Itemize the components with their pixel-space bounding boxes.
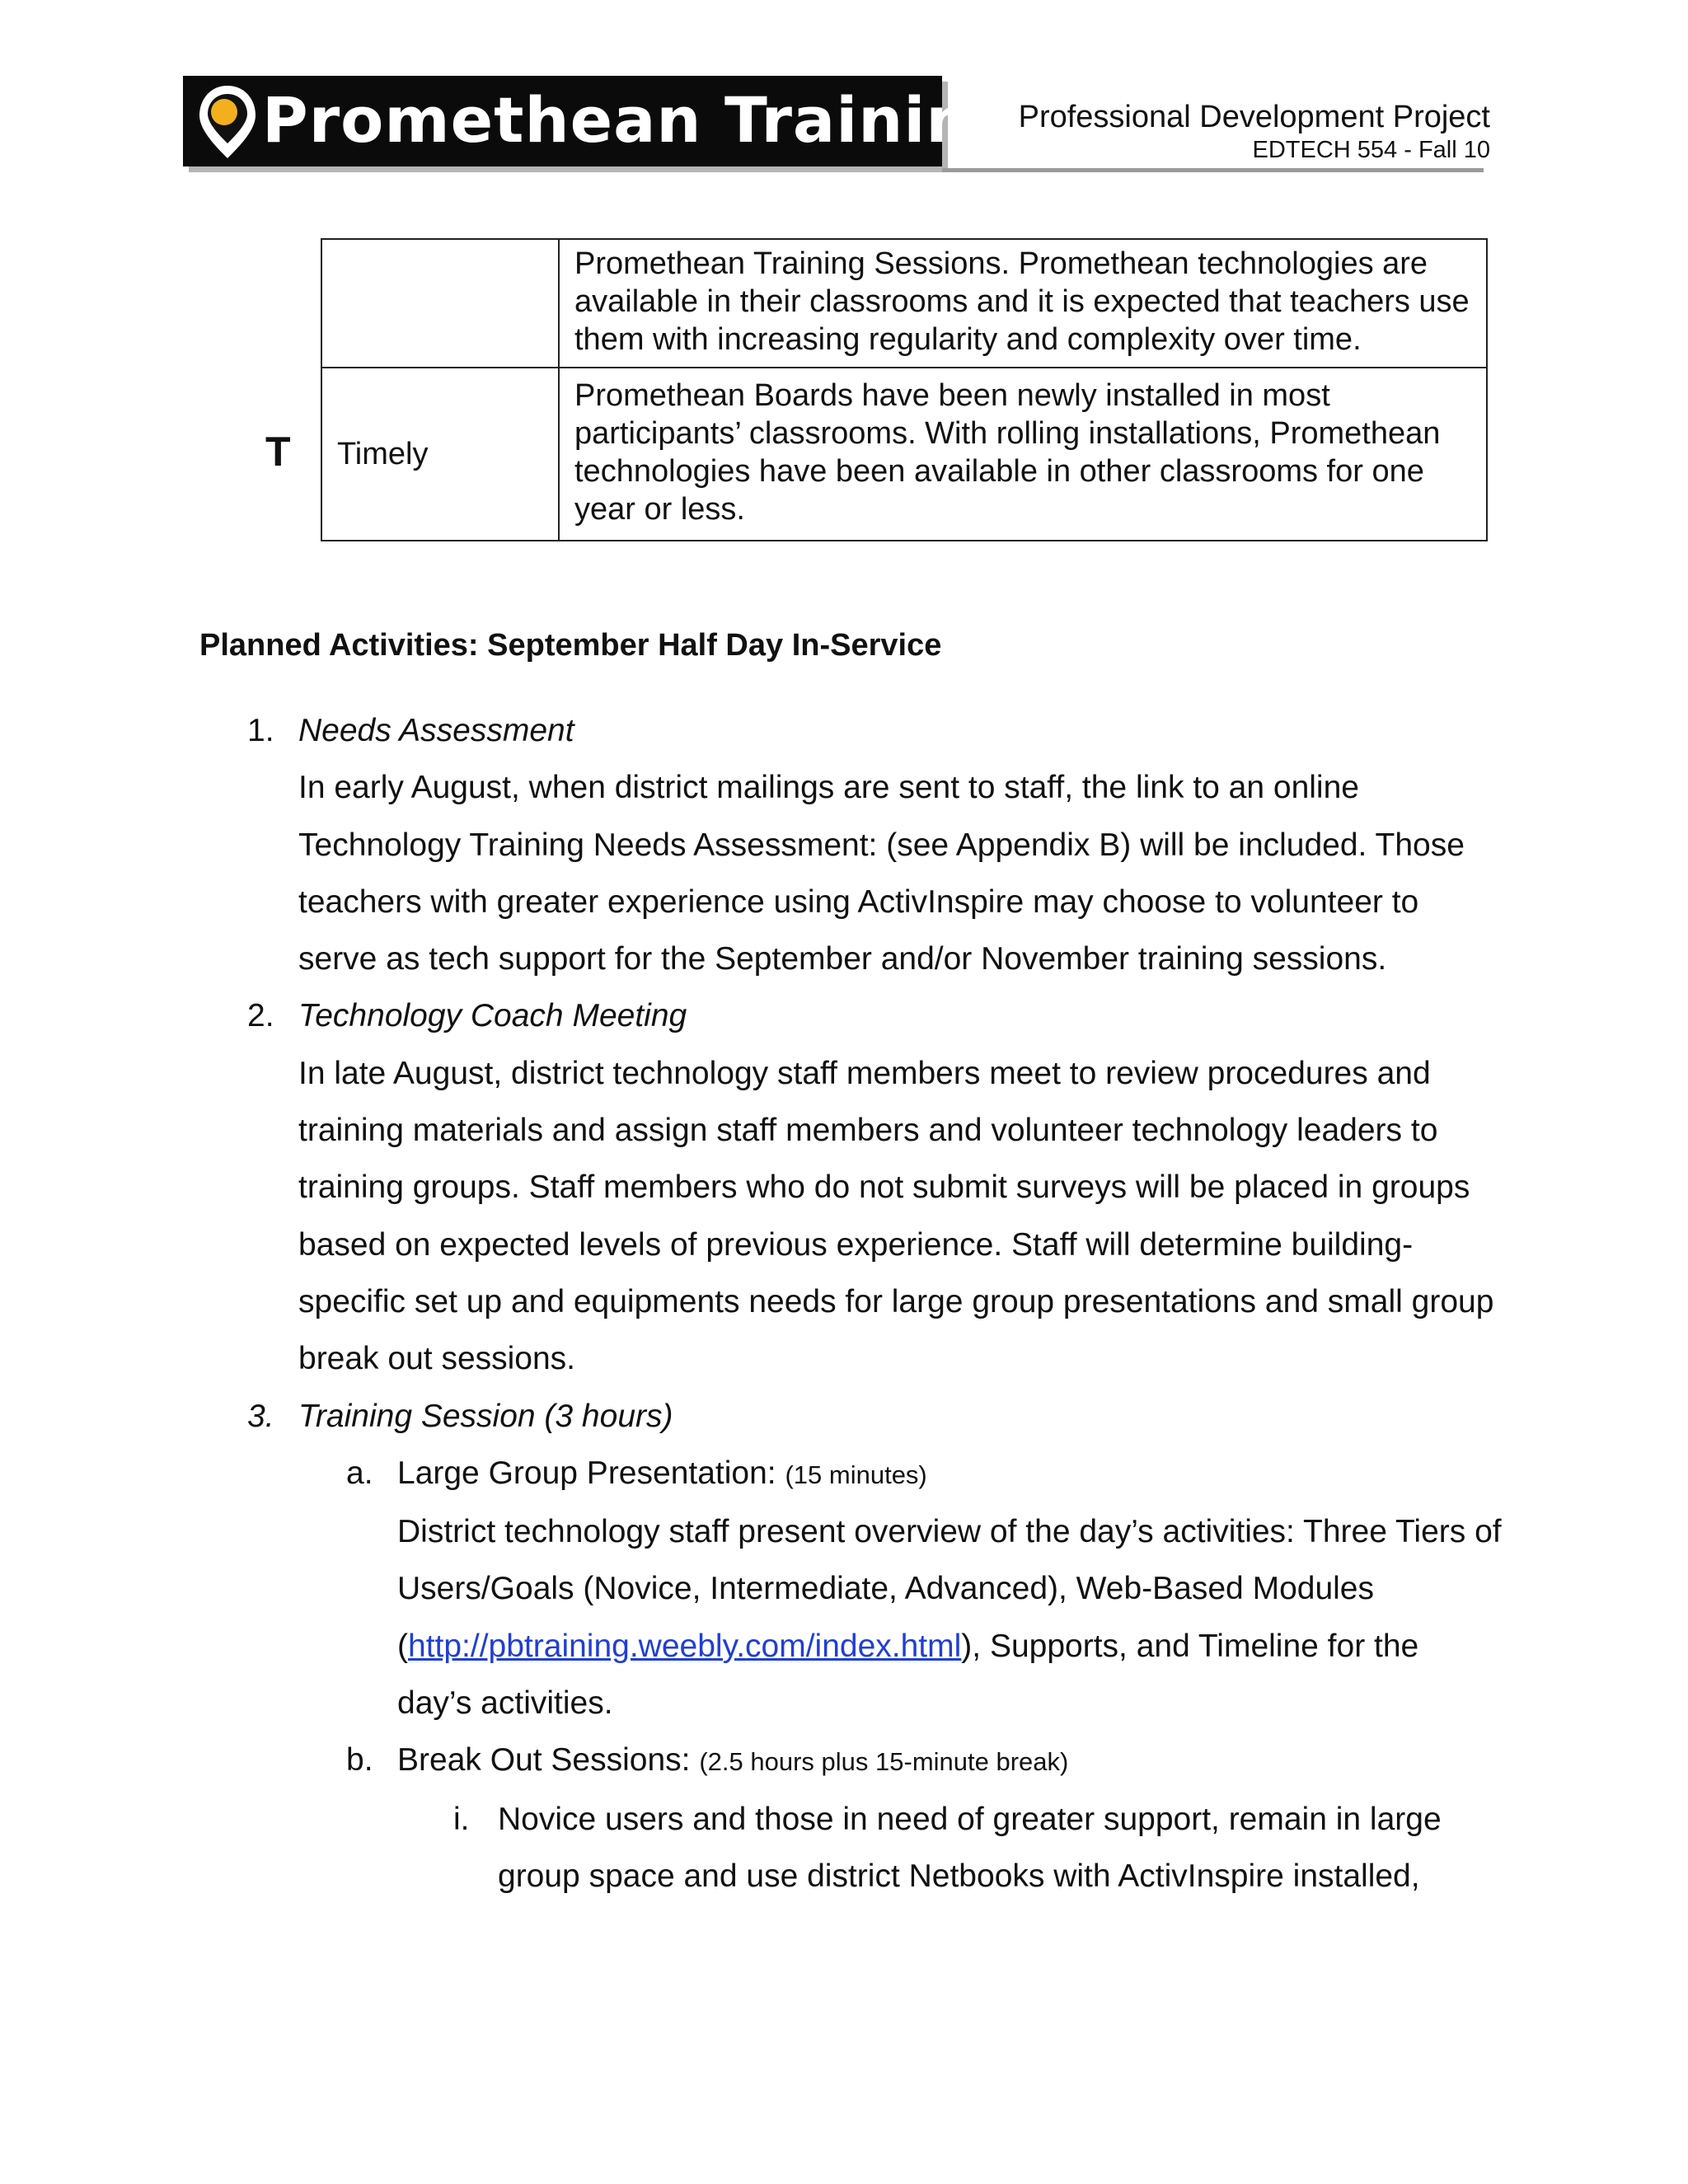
list-number: 3.	[247, 1398, 274, 1434]
row-letter: T	[265, 429, 291, 475]
item-heading: Training Session (3 hours)	[298, 1398, 673, 1434]
table-row	[321, 368, 1487, 541]
header-subtitle: EDTECH 554 - Fall 10	[1252, 137, 1490, 163]
list-roman: i.	[453, 1801, 470, 1837]
item-heading: Technology Coach Meeting	[298, 998, 687, 1034]
subitem-text	[397, 1503, 1502, 1732]
table-cell-text: Promethean Boards have been newly installed in most participants’ classrooms. With rolling installations, Promethean technologies have been available in other classrooms for one year or less.	[559, 368, 1487, 541]
promethean-pin-icon	[195, 82, 260, 162]
header-divider	[942, 168, 1484, 172]
list-number: 2.	[247, 998, 274, 1034]
list-item	[199, 1388, 1502, 1445]
subsubitem-text: Novice users and those in need of greater support, remain in large group space and use district Netbooks with ActivInspire installed,	[498, 1801, 1442, 1894]
table-row	[321, 239, 1487, 368]
list-subitem	[199, 1445, 1502, 1732]
promethean-training-logo	[183, 76, 1017, 166]
item-text: In late August, district technology staff members meet to review procedures and training materials and assign staff members and volunteer technology leaders to training groups. Staff members who do not submit surveys will be placed in groups based on expected levels of previous experience. Staff will determine building-specific set up and equipments needs for large group presentations and small group break out sessions.	[298, 1055, 1494, 1377]
header-title: Professional Development Project	[1018, 100, 1490, 134]
document-header	[1019, 99, 1490, 165]
list-item	[199, 987, 1502, 1387]
list-number: 1.	[247, 713, 274, 748]
subitem-heading: Break Out Sessions:	[397, 1742, 691, 1779]
list-item	[199, 702, 1502, 987]
subitem-heading: Large Group Presentation:	[397, 1455, 776, 1491]
list-letter: a.	[346, 1455, 373, 1491]
item-text: In early August, when district mailings are sent to staff, the link to an online Technology Training Needs Assessment: (see Appendix B) will be included. Those teachers with greater experience using ActivInspire may choose to volunteer to serve as tech support for the September and/or November training sessions.	[298, 770, 1465, 977]
logo-text: Promethean Training	[262, 83, 1017, 157]
table-cell-text: Promethean Training Sessions. Promethean technologies are available in their classrooms and it is expected that teachers use them with increasing regularity and complexity over time.	[559, 239, 1487, 368]
section-title: Planned Activities: September Half Day In-Service	[199, 628, 942, 663]
duration-note: (2.5 hours plus 15-minute break)	[699, 1747, 1069, 1777]
table-cell-label	[321, 239, 559, 368]
duration-note: (15 minutes)	[785, 1460, 927, 1489]
text-after-link: ), Supports, and Timeline for the day’s activities.	[397, 1628, 1419, 1722]
subitem-heading-line	[397, 1445, 1502, 1503]
table-cell-label: Timely	[321, 368, 559, 541]
list-subsubitem	[199, 1791, 1502, 1905]
modules-link[interactable]: http://pbtraining.weebly.com/index.html	[408, 1628, 962, 1664]
smart-goals-table	[321, 238, 1488, 541]
activities-list	[199, 702, 1502, 1905]
text-before-link: District technology staff present overview of the day’s activities: Three Tiers of Users/Goals (Novice, Intermediate, Advanced), Web-Based Modules (	[397, 1514, 1502, 1664]
list-letter: b.	[346, 1742, 373, 1779]
item-heading: Needs Assessment	[298, 713, 574, 748]
list-subitem	[199, 1732, 1502, 1790]
subitem-heading-line	[397, 1732, 1502, 1790]
